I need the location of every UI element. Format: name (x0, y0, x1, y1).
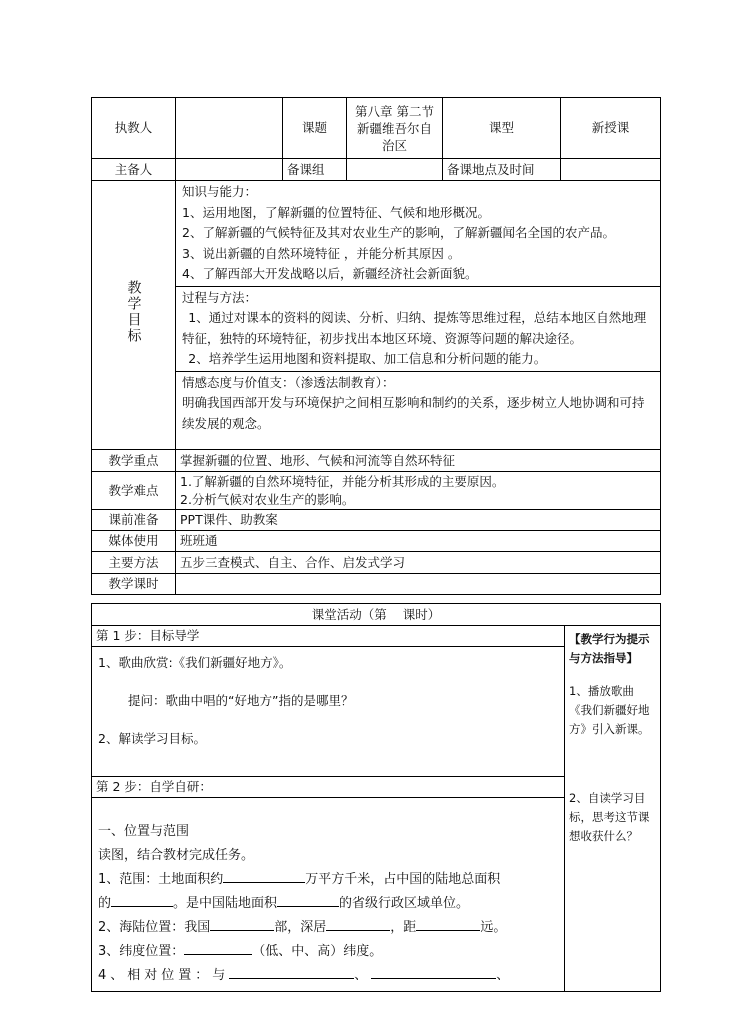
type-label: 课型 (443, 98, 561, 159)
fill-blank[interactable] (277, 892, 339, 907)
objectives-row (92, 181, 661, 450)
fill-text: 3、纬度位置： (98, 944, 185, 959)
knowledge-item: 3、说出新疆的自然环境特征 ，并能分析其原因 。 (182, 245, 461, 261)
knowledge-item: 1、运用地图，了解新疆的位置特征、气候和地形概况。 (182, 204, 490, 220)
topic-value: 第八章 第二节 新疆维吾尔自治区 (347, 98, 443, 159)
media-value: 班班通 (176, 531, 661, 552)
knowledge-item: 2、了解新疆的气候特征及其对农业生产的影响，了解新疆闻名全国的农产品。 (182, 225, 615, 240)
fill-text: 、 (496, 968, 514, 983)
place-label: 备课地点及时间 (443, 159, 561, 181)
fill-text: 。是中国陆地面积 (173, 896, 278, 911)
guide-tip-2: 2、自读学习目标，思考这节课想收获什么？ (569, 791, 650, 843)
fill-line-3 (98, 916, 558, 940)
lead-value (176, 159, 283, 181)
key-row (92, 450, 661, 472)
activity-table (91, 603, 661, 992)
emotion-item: 明确我国西部开发与环境保护之间相互影响和制约的关系，逐步树立人地协调和可持续发展的观念。 (182, 395, 645, 431)
difficulty-item: 1.了解新疆的自然环境特征，并能分析其形成的主要原因。 (180, 473, 505, 489)
step1-line-1: 1、歌曲欣赏:《我们新疆好地方》。 (98, 655, 292, 670)
fill-text: （低、中、高）纬度。 (252, 944, 383, 959)
step1-line-3: 2、解读学习目标。 (98, 731, 206, 746)
fill-blank[interactable] (229, 964, 354, 979)
place-value (561, 159, 661, 181)
knowledge-item: 4、了解西部大开发战略以后，新疆经济社会新面貌。 (182, 266, 478, 281)
header-row (92, 98, 661, 159)
objectives-label-text: 教学目标 (125, 280, 142, 344)
step2-content (92, 798, 565, 992)
fill-text: 远。 (480, 920, 507, 935)
knowledge-title: 知识与能力： (182, 184, 258, 199)
method-row (92, 552, 661, 574)
fill-line-5 (98, 964, 558, 988)
fill-text: 1、范围：土地面积约 (98, 872, 224, 887)
difficulty-label: 教学难点 (92, 472, 176, 510)
guide-title: 【教学行为提示与方法指导】 (569, 632, 650, 665)
lesson-info-table (91, 97, 661, 595)
difficulty-value (176, 472, 661, 510)
fill-blank[interactable] (223, 868, 305, 883)
prep-row (92, 159, 661, 181)
type-value: 新授课 (561, 98, 661, 159)
fill-blank[interactable] (416, 916, 480, 931)
process-item: 1、通过对课本的资料的阅读、分析、归纳、提炼等思维过程，总结本地区自然地理特征，独特的环境特征，初步找出本地区环境、资源等问题的解决途径。 (182, 310, 647, 346)
objectives-process (176, 287, 660, 372)
difficulty-row (92, 472, 661, 510)
group-label: 备课组 (283, 159, 347, 181)
objectives-knowledge (176, 181, 660, 287)
emotion-title: 情感态度与价值支：（渗透法制教育）： (182, 374, 395, 390)
fill-blank[interactable] (326, 916, 390, 931)
activity-title-row (92, 604, 661, 626)
fill-text: 的 (98, 896, 112, 911)
fill-line-2 (98, 892, 558, 916)
key-value: 掌握新疆的位置、地形、气候和河流等自然环特征 (176, 450, 661, 472)
prep-material-label: 课前准备 (92, 510, 176, 531)
media-label: 媒体使用 (92, 531, 176, 552)
topic-label: 课题 (283, 98, 347, 159)
method-label: 主要方法 (92, 552, 176, 574)
lead-label: 主备人 (92, 159, 176, 181)
guide-cell (565, 626, 661, 992)
group-value (347, 159, 443, 181)
prep-material-value: PPT课件、助教案 (176, 510, 661, 531)
fill-text: 万平方千米，占中国的陆地总面积 (305, 872, 501, 887)
fill-blank[interactable] (371, 964, 496, 979)
media-row (92, 531, 661, 552)
step1-content (92, 647, 565, 777)
hours-row (92, 574, 661, 595)
fill-text: ，距 (390, 920, 417, 935)
guide-tip-1: 1、播放歌曲《我们新疆好地方》引入新课。 (569, 684, 650, 736)
step1-title-row (92, 626, 661, 647)
fill-blank[interactable] (210, 916, 274, 931)
hours-label: 教学课时 (92, 574, 176, 595)
activity-title: 课堂活动（第 课时） (92, 604, 661, 626)
fill-text: 的省级行政区域单位。 (339, 896, 470, 911)
key-label: 教学重点 (92, 450, 176, 472)
objectives-content (176, 181, 661, 450)
fill-blank[interactable] (184, 940, 252, 955)
fill-text: 4、相对位置：与 (98, 968, 230, 983)
step1-title: 第 1 步：目标导学 (92, 626, 565, 647)
process-item: 2、培养学生运用地图和资料提取、加工信息和分析问题的能力。 (188, 351, 547, 366)
section-title: 一、位置与范围 (98, 824, 190, 839)
difficulty-item: 2.分析气候对农业生产的影响。 (180, 491, 355, 507)
method-value: 五步三查模式、自主、合作、启发式学习 (176, 552, 661, 574)
task-line: 读图，结合教材完成任务。 (98, 848, 255, 863)
fill-line-4 (98, 940, 558, 964)
fill-blank[interactable] (111, 892, 173, 907)
fill-text: 部，深居 (274, 920, 327, 935)
teacher-label: 执教人 (92, 98, 176, 159)
fill-text: 2、海陆位置：我国 (98, 920, 211, 935)
process-title: 过程与方法： (182, 289, 258, 305)
step2-title: 第 2 步：自学自研： (92, 777, 565, 798)
teacher-value (176, 98, 283, 159)
objectives-emotion (176, 372, 660, 436)
prep-material-row (92, 510, 661, 531)
hours-value (176, 574, 661, 595)
step1-line-2: 提问：歌曲中唱的“好地方”指的是哪里？ (128, 693, 354, 708)
objectives-label (92, 181, 176, 450)
fill-text: 、 (354, 968, 372, 983)
fill-line-1 (98, 868, 558, 892)
